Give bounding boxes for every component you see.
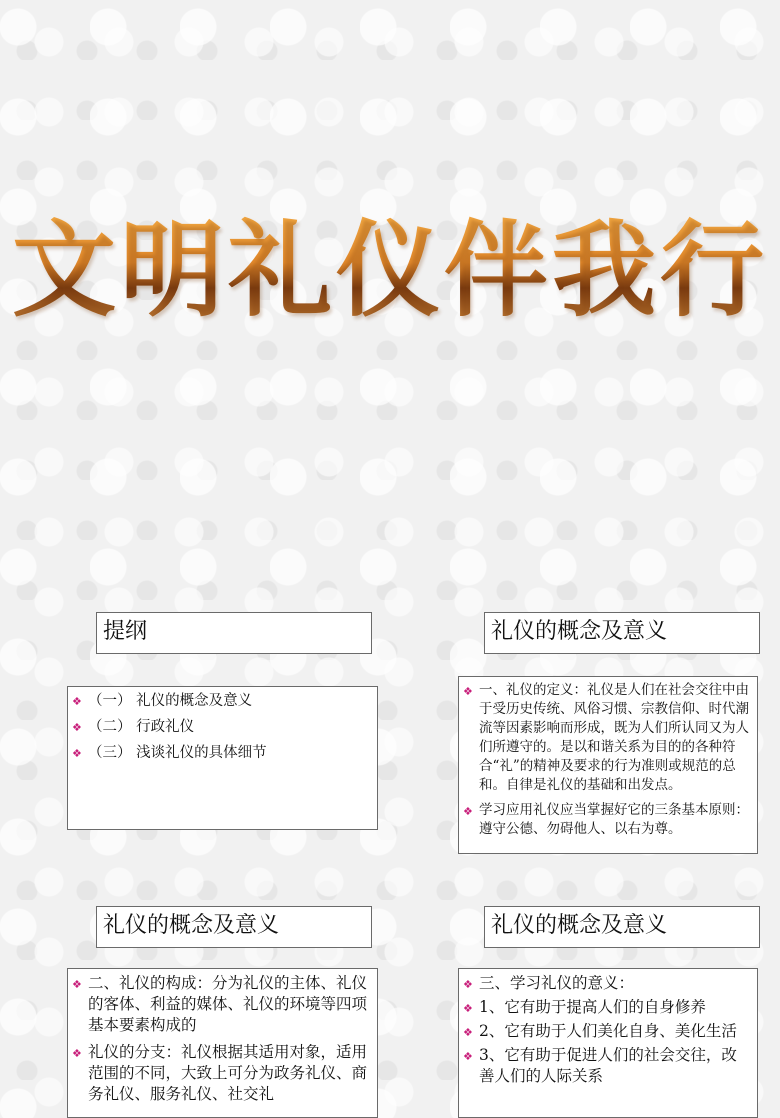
slide-composition-header: 礼仪的概念及意义 bbox=[96, 906, 372, 948]
bullet-icon: ❖ bbox=[72, 747, 82, 760]
list-item: ❖ （三） 浅谈礼仪的具体细节 bbox=[72, 743, 371, 763]
list-item: ❖ 三、学习礼仪的意义： bbox=[463, 973, 751, 994]
bullet-icon: ❖ bbox=[463, 1026, 473, 1039]
list-item: ❖ 2、它有助于人们美化自身、美化生活 bbox=[463, 1021, 751, 1042]
slide-significance-content bbox=[458, 968, 758, 1118]
list-item: ❖ 礼仪的分支：礼仪根据其适用对象，适用范围的不同，大致上可分为政务礼仪、商务礼仪、服务礼仪、社交礼 bbox=[72, 1043, 368, 1103]
bullet-icon: ❖ bbox=[463, 1002, 473, 1015]
slide-definition-header: 礼仪的概念及意义 bbox=[484, 612, 760, 654]
slide-composition-content bbox=[67, 968, 378, 1118]
slide-outline-content bbox=[67, 686, 378, 830]
slide-outline-header: 提纲 bbox=[96, 612, 372, 654]
list-item: ❖ 一、礼仪的定义：礼仪是人们在社会交往中由于受历史传统、风俗习惯、宗教信仰、时代潮流等因素影响而形成，既为人们所认同又为人们所遵守的。是以和谐关系为目的的各种符合“礼”的精神及要求的行为准则或规范的总和。自律是礼仪的基础和出发点。 bbox=[463, 682, 749, 793]
slide-significance-header: 礼仪的概念及意义 bbox=[484, 906, 760, 948]
list-item: ❖ 3、它有助于促进人们的社会交往，改善人们的人际关系 bbox=[463, 1046, 737, 1085]
list-item: ❖ （一） 礼仪的概念及意义 bbox=[72, 691, 371, 711]
bullet-icon: ❖ bbox=[72, 721, 82, 734]
list-item: ❖ 学习应用礼仪应当掌握好它的三条基本原则：遵守公德、勿碍他人、以右为尊。 bbox=[463, 802, 749, 837]
slide-definition-content bbox=[458, 676, 758, 854]
list-item: ❖ 二、礼仪的构成：分为礼仪的主体、礼仪的客体、利益的媒体、礼仪的环境等四项基本要素构成的 bbox=[72, 974, 368, 1034]
bullet-icon: ❖ bbox=[72, 1047, 82, 1060]
main-title: 文明礼仪伴我行 bbox=[0, 195, 780, 345]
list-item: ❖ 1、它有助于提高人们的自身修养 bbox=[463, 997, 751, 1018]
bullet-icon: ❖ bbox=[463, 685, 473, 698]
bullet-icon: ❖ bbox=[463, 1050, 473, 1063]
list-item: ❖ （二） 行政礼仪 bbox=[72, 717, 371, 737]
bullet-icon: ❖ bbox=[463, 978, 473, 991]
bullet-icon: ❖ bbox=[72, 978, 82, 991]
bullet-icon: ❖ bbox=[72, 695, 82, 708]
bullet-icon: ❖ bbox=[463, 805, 473, 818]
